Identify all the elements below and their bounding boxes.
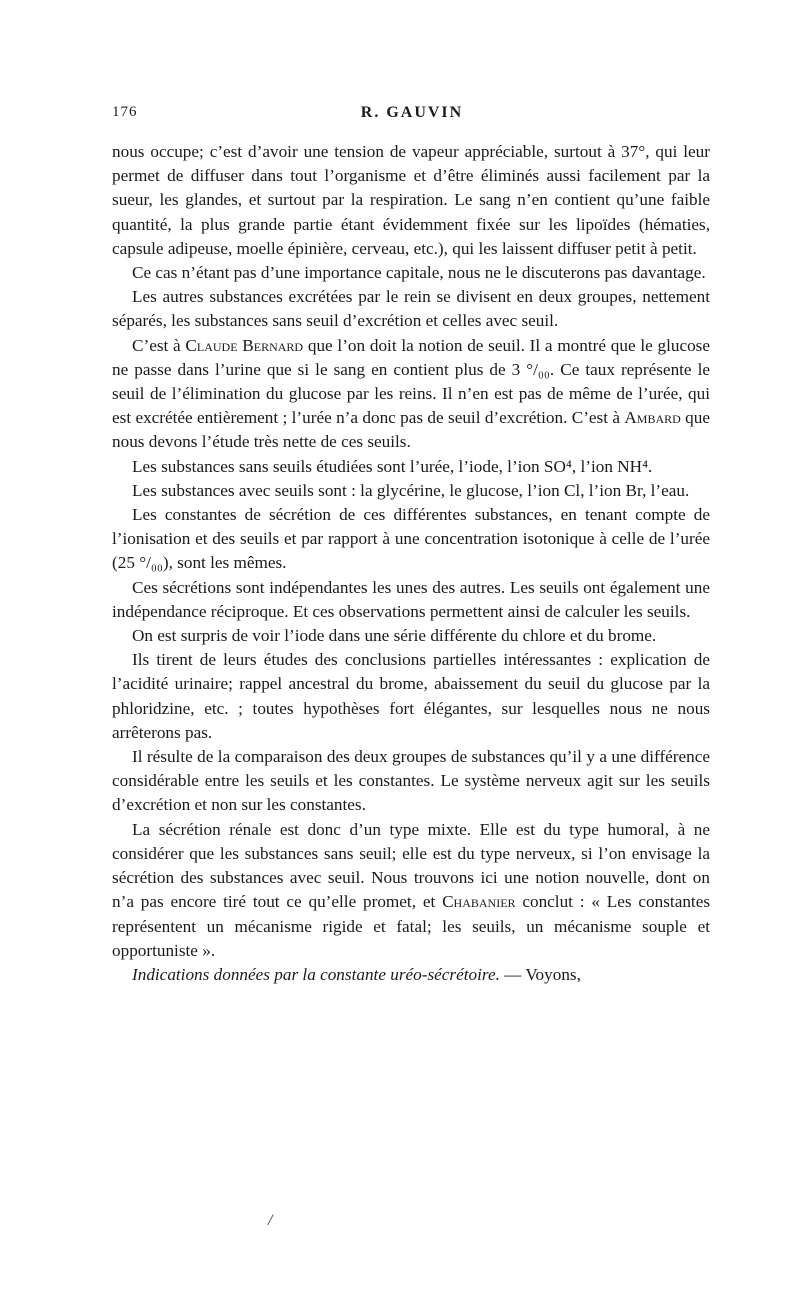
paragraph [112, 285, 710, 333]
text-run: Ils tirent de leurs études des conclusions partielles intéressantes : explication de l’acidité urinaire; rappel ancestral du brome, abaissement du seuil du glucose par la phloridzine, etc. ; toutes hypothèses fort élégantes, sur lesquelles nous ne nous arrêterons pas. [112, 650, 710, 742]
paragraph [112, 624, 710, 648]
paragraph [112, 455, 710, 479]
paragraph [112, 479, 710, 503]
author-name: Chabanier [442, 892, 516, 912]
text-run: C’est à [132, 335, 186, 355]
paragraph [112, 963, 710, 987]
paragraph [112, 503, 710, 576]
text-run: Les constantes de sécrétion de ces différentes substances, en tenant compte de l’ionisation et des seuils et par rapport à une concentration isotonique à celle de l’urée (25 °/₀₀), sont les mêmes. [112, 505, 710, 573]
text-run: Ces sécrétions sont indépendantes les unes des autres. Les seuils ont également une indépendance réciproque. Et ces observations permettent ainsi de calculer les seuils. [112, 577, 710, 621]
text-run: Les substances avec seuils sont : la glycérine, le glucose, l’ion Cl, l’ion Br, l’eau. [132, 480, 690, 500]
text-run: La sécrétion rénale est donc d’un type mixte. Elle est du type humoral, à ne considérer que les substances sans seuil; elle est du type nerveux, si l’on envisage la sécrétion des substances avec seuil. Nous trouvons ici une notion nouvelle, dont on n’a pas encore tiré tout ce qu’elle promet, et [112, 819, 710, 912]
text-run: conclut : « Les constantes représentent un mécanisme rigide et fatal; les seuils, un mécanisme souple et opportuniste ». [112, 892, 711, 960]
text-run: que l’on doit la notion de seuil. Il a montré que le glucose ne passe dans l’urine que si le sang en contient plus de 3 °/₀₀. Ce taux représente le seuil de l’élimination du glucose par les reins. Il n’en est pas de même de l’urée, qui est excrétée entièrement ; l’urée n’a donc pas de seuil d’excrétion. C’est à [112, 335, 710, 428]
stray-ink-mark: / [268, 1212, 273, 1229]
text-run: — Voyons, [499, 964, 581, 984]
text-run: nous occupe; c’est d’avoir une tension de vapeur appréciable, surtout à 37°, qui leur permet de diffuser dans tout l’organisme et d’être éliminés aussi facilement par la sueur, les glandes, et surtout par la respiration. Le sang n’en contient qu’une faible quantité, la plus grande partie étant évidemment fixée sur les lipoïdes (hématies, capsule adipeuse, moelle épinière, cerveau, etc.), qui les laissent diffuser petit à petit. [112, 142, 710, 258]
text-run: Les autres substances excrétées par le rein se divisent en deux groupes, nettement séparés, les substances sans seuil d’excrétion et celles avec seuil. [112, 287, 710, 331]
paragraph [112, 140, 710, 261]
body-text [112, 140, 710, 987]
paragraph [112, 576, 710, 624]
text-run: que nous devons l’étude très nette de ces seuils. [112, 408, 710, 452]
page-number: 176 [112, 104, 138, 120]
section-heading-italic: Indications données par la constante uréo-sécrétoire. [132, 964, 500, 984]
paragraph [112, 818, 710, 963]
paragraph [112, 261, 710, 285]
running-head [112, 104, 712, 128]
author-name: Ambard [624, 408, 681, 428]
text-run: Il résulte de la comparaison des deux groupes de substances qu’il y a une différence considérable entre les seuils et les constantes. Le système nerveux agit sur les seuils d’excrétion et non sur les constantes. [112, 747, 710, 815]
running-head-author: R. GAUVIN [360, 104, 464, 121]
text-run: Les substances sans seuils étudiées sont l’urée, l’iode, l’ion SO⁴, l’ion NH⁴. [132, 456, 653, 476]
paragraph [112, 648, 710, 745]
paragraph [112, 745, 710, 818]
text-run: Ce cas n’étant pas d’une importance capitale, nous ne le discuterons pas davantage. [132, 263, 706, 283]
author-name: Claude Bernard [185, 335, 304, 355]
text-run: On est surpris de voir l’iode dans une série différente du chlore et du brome. [132, 626, 657, 646]
paragraph [112, 334, 710, 455]
